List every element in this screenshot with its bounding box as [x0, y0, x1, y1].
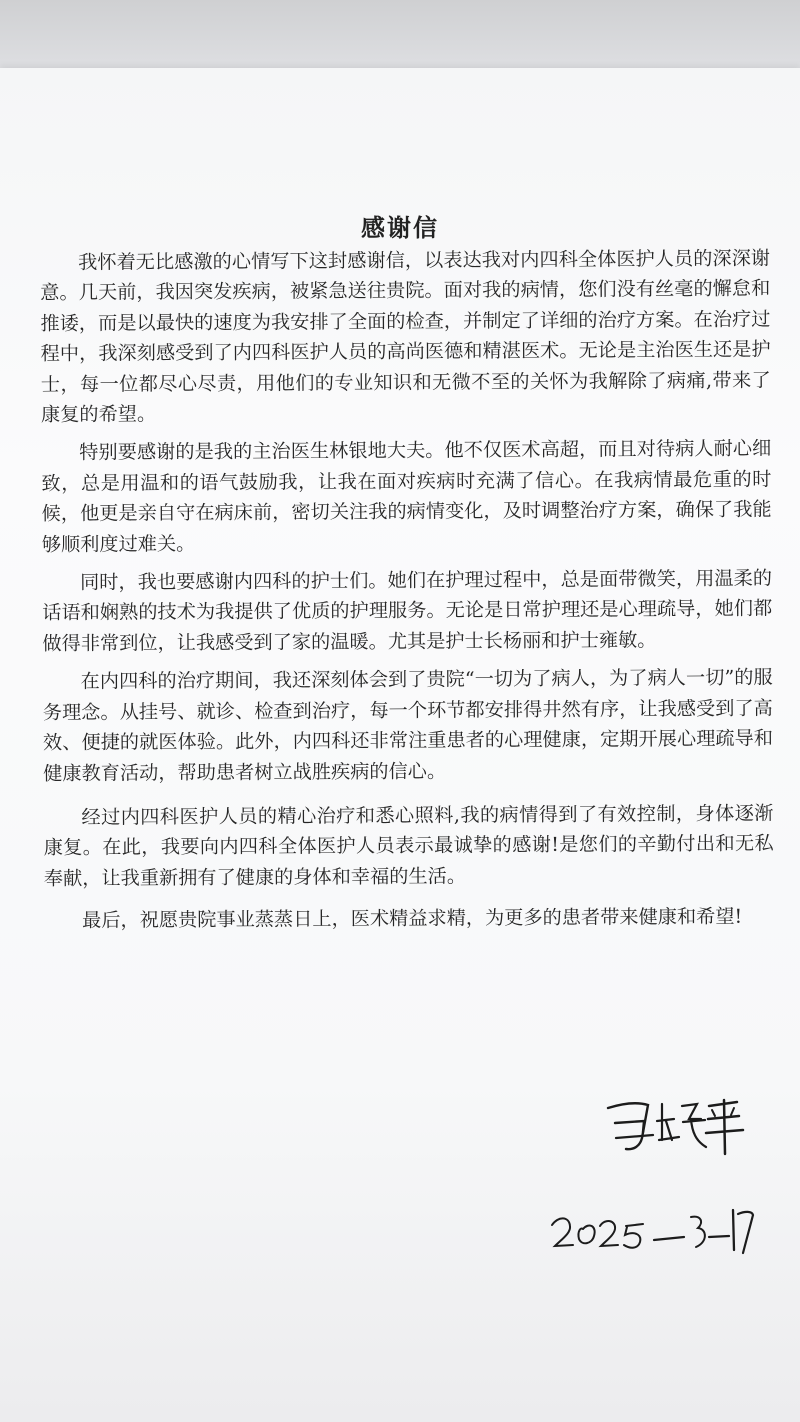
letter-title: 感谢信: [361, 213, 439, 242]
paragraph-1: 我怀着无比感激的心情写下这封感谢信，以表达我对内四科全体医护人员的深深谢意。几天前，我因突发疾病，被紧急送往贵院。面对我的病情，您们没有丝毫的懈怠和推诿，而是以最快的速度为我安排了全面的检查，并制定了详细的治疗方案。在治疗过程中，我深刻感受到了内四科医护人员的高尚医德和精湛医术。无论是主治医生还是护士，每一位都尽心尽责，用他们的专业知识和无微不至的关怀为我解除了病痛,带来了康复的希望。: [40, 246, 771, 427]
paragraph-2: 特别要感谢的是我的主治医生林银地大夫。他不仅医术高超，而且对待病人耐心细致，总是用温和的语气鼓励我，让我在面对疾病时充满了信心。在我病情最危重的时候，他更是亲自守在病床前，密切关注我的病情变化，及时调整治疗方案，确保了我能够顺利度过难关。: [41, 436, 772, 556]
paragraph-4: 在内四科的治疗期间，我还深刻体会到了贵院“一切为了病人，为了病人一切”的服务理念。从挂号、就诊、检查到治疗，每一个环节都安排得井然有序，让我感受到了高效、便捷的就医体验。此外，内四科还非常注重患者的心理健康，定期开展心理疏导和健康教育活动，帮助患者树立战胜疾病的信心。: [42, 665, 774, 785]
letter-body: [40, 244, 774, 949]
paragraph-6: 最后，祝愿贵院事业蒸蒸日上，医术精益求精，为更多的患者带来健康和希望!: [82, 904, 743, 932]
paragraph-5: 经过内四科医护人员的精心治疗和悉心照料,我的病情得到了有效控制，身体逐渐康复。在此，我要向内四科全体医护人员表示最诚挚的感谢!是您们的辛勤付出和无私奉献，让我重新拥有了健康的身体和幸福的生活。: [43, 801, 774, 890]
paragraph-3: 同时，我也要感谢内四科的护士们。她们在护理过程中，总是面带微笑，用温柔的话语和娴熟的技术为我提供了优质的护理服务。无论是日常护理还是心理疏导，她们都做得非常到位，让我感受到了家的温暖。尤其是护士长杨丽和护士雍敏。: [42, 566, 773, 655]
handwritten-date: [550, 1198, 755, 1258]
handwritten-signature: [600, 1088, 750, 1158]
